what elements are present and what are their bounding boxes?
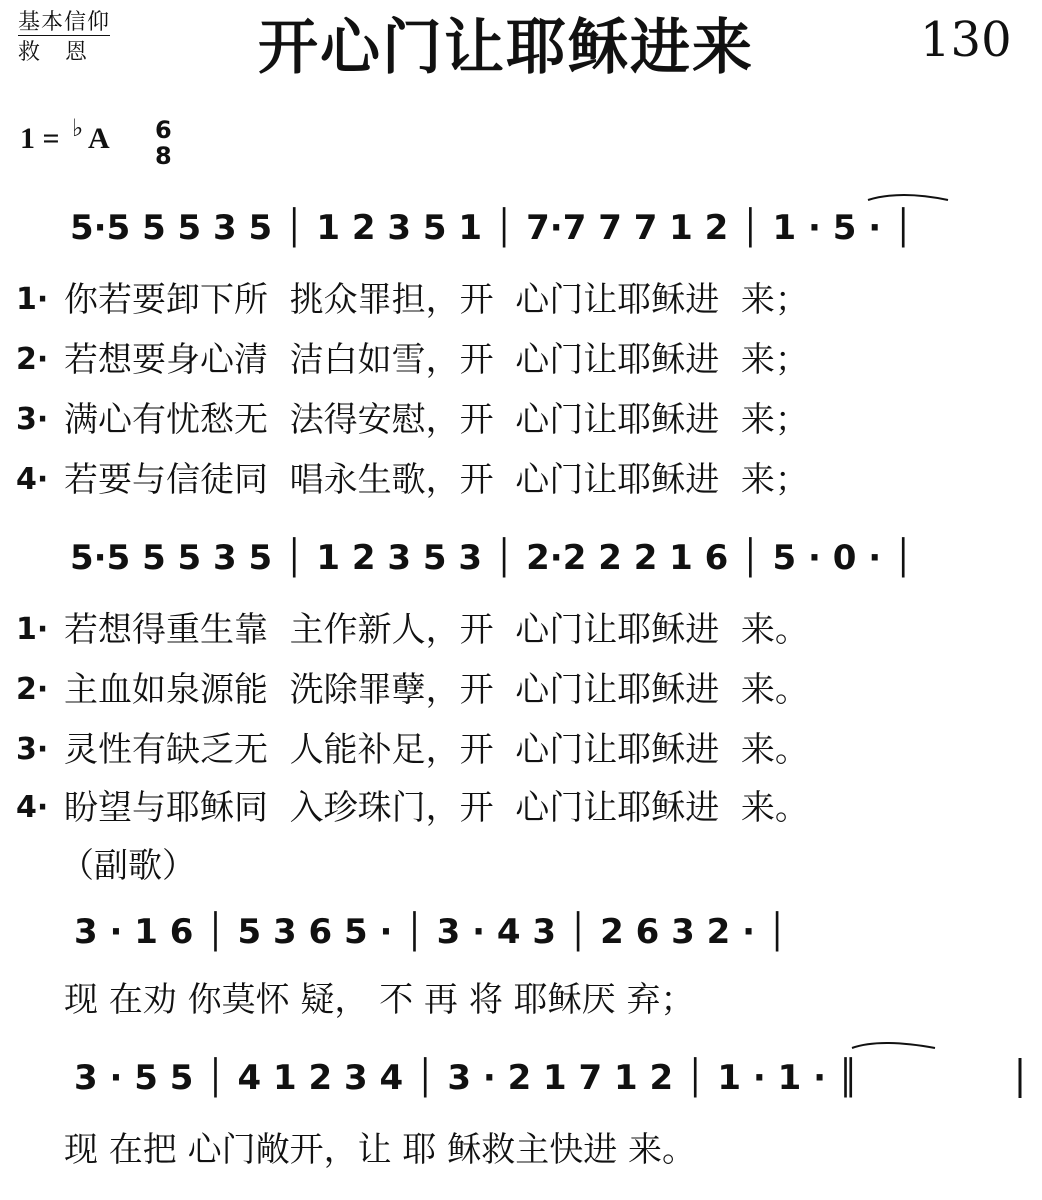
lyric-line: 若想得重生靠 主作新人，开 心门让耶稣进 来。 (64, 610, 809, 650)
key-prefix: 1 = (20, 122, 60, 155)
time-signature-top: 6 (155, 116, 172, 144)
lyric-line: 若想要身心清 洁白如雪，开 心门让耶稣进 来； (64, 340, 809, 380)
hymn-title: 开心门让耶稣进来 (258, 13, 754, 83)
verse-number: 3· (16, 732, 49, 767)
notation-line-3: 3 · 1 6 │ 5 3 6 5 · │ 3 · 4 3 │ 2 6 3 2 · │ (74, 912, 788, 952)
hymn-number: 130 (920, 12, 1012, 68)
verse-number: 1· (16, 612, 49, 647)
verse-number: 4· (16, 790, 49, 825)
lyric-line: 若要与信徒同 唱永生歌，开 心门让耶稣进 来； (64, 460, 809, 500)
lyric-line: 主血如泉源能 洗除罪孽，开 心门让耶稣进 来。 (64, 670, 809, 710)
notation-line-1: 5·5 5 5 3 5 │ 1 2 3 5 1 │ 7·7 7 7 1 2 │ 1 · 5 · │ (70, 208, 914, 248)
flat-sign: ♭ (72, 114, 84, 142)
verse-number: 2· (16, 672, 49, 707)
lyric-line: 盼望与耶稣同 入珍珠门，开 心门让耶稣进 来。 (64, 788, 809, 828)
lyric-line: 你若要卸下所 挑众罪担，开 心门让耶稣进 来； (64, 280, 809, 320)
subcategory-label: 救 恩 (18, 40, 96, 65)
verse-number: 1· (16, 282, 49, 317)
lyric-line: 满心有忧愁无 法得安慰，开 心门让耶稣进 来； (64, 400, 809, 440)
time-signature-bottom: 8 (155, 142, 172, 170)
chorus-lyric-2: 现 在把 心门敞开，让 耶 稣救主快进 来。 (64, 1130, 697, 1170)
lyric-line: 灵性有缺乏无 人能补足，开 心门让耶稣进 来。 (64, 730, 809, 770)
notation-line-4: 3 · 5 5 │ 4 1 2 3 4 │ 3 · 2 1 7 1 2 │ 1 · 1 · ║ (74, 1058, 859, 1098)
verse-number: 4· (16, 462, 49, 497)
verse-number: 3· (16, 402, 49, 437)
notation-line-2: 5·5 5 5 3 5 │ 1 2 3 5 3 │ 2·2 2 2 1 6 │ 5 · 0 · │ (70, 538, 914, 578)
chorus-label: （副歌） (60, 846, 196, 886)
verse-number: 2· (16, 342, 49, 377)
key-letter: A (88, 122, 110, 155)
category-label: 基本信仰 (18, 10, 111, 35)
chorus-lyric-1: 现 在劝 你莫怀 疑， 不 再 将 耶稣厌 弃； (64, 980, 695, 1020)
